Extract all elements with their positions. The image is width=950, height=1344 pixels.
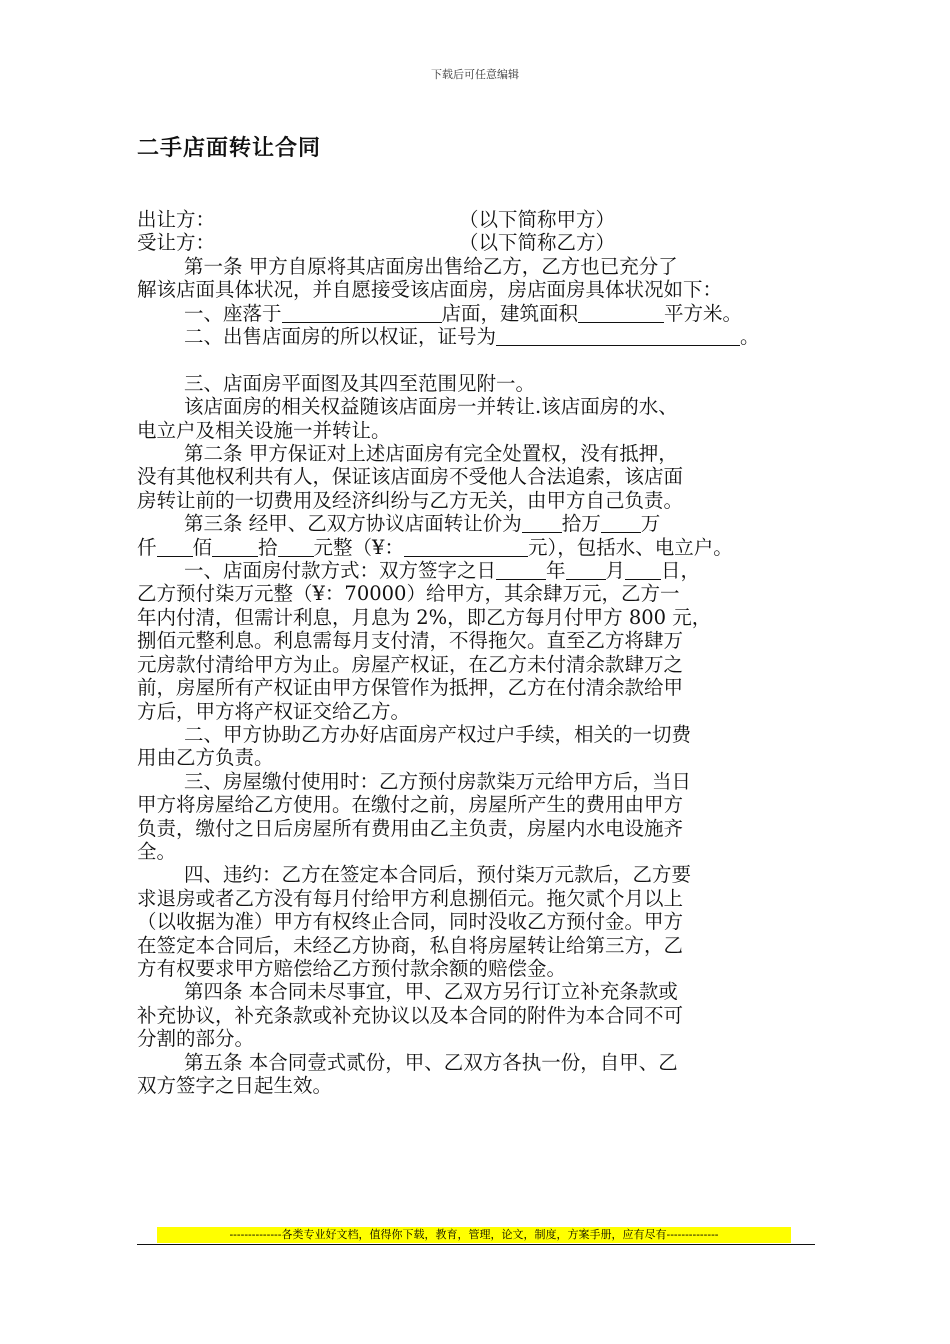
document-title: 二手店面转让合同	[137, 136, 322, 161]
clause-4-line-1: 第四条 本合同未尽事宜，甲、乙双方另行订立补充条款或	[184, 980, 678, 1004]
header-note: 下载后可任意编辑	[431, 68, 519, 81]
price-unit-4: 佰	[192, 535, 213, 559]
buyer-note: （以下简称乙方）	[459, 231, 616, 255]
seller-note: （以下简称甲方）	[459, 208, 616, 231]
month-label: 月	[605, 559, 626, 583]
month-blank	[566, 560, 606, 580]
clause-3-item-1-line-1	[137, 559, 815, 582]
clause-5-line-1: 第五条 本合同壹式贰份，甲、乙双方各执一份，自甲、乙	[184, 1050, 678, 1074]
location-blank	[282, 303, 442, 323]
clause-3-item-1-line-6: 前，房屋所有产权证由甲方保管作为抵押，乙方在付清余款给甲	[137, 676, 684, 700]
clause-1-para-line-1: 该店面房的相关权益随该店面房一并转让.该店面房的水、	[184, 395, 678, 419]
clause-3-item-1-line-5: 元房款付清给甲方为止。房屋产权证，在乙方未付清余款肆万之	[137, 652, 684, 676]
clause-3-item-3-line-2: 甲方将房屋给乙方使用。在缴付之前，房屋所产生的费用由甲方	[137, 793, 684, 817]
clause-1-item-3: 三、店面房平面图及其四至范围见附一。	[184, 371, 536, 395]
clause-1-para-line-2: 电立户及相关设施一并转让。	[137, 418, 391, 442]
price-blank-4	[212, 537, 258, 557]
price-blank-1	[522, 513, 562, 533]
clause-2-line-3: 房转让前的一切费用及经济纠纷与乙方无关，由甲方自己负责。	[137, 488, 684, 512]
price-blank-2	[601, 513, 641, 533]
clause-3-item-2-line-1: 二、甲方协助乙方办好店面房产权过户手续，相关的一切费	[184, 722, 692, 746]
footer-divider	[137, 1244, 815, 1245]
clause-1-line-2: 解该店面具体状况，并自愿接受该店面房，房店面房具体状况如下：	[137, 278, 723, 302]
clause-2-line-1: 第二条 甲方保证对上述店面房有完全处置权，没有抵押，	[184, 442, 678, 466]
clause-3-item-4-line-5: 方有权要求甲方赔偿给乙方预付款余额的赔偿金。	[137, 956, 567, 980]
buyer-line	[137, 231, 815, 254]
certificate-end: 。	[740, 325, 760, 349]
clause-3-line-2	[137, 536, 815, 559]
buyer-label: 受让方：	[137, 231, 216, 255]
certificate-blank	[496, 326, 740, 346]
seller-label: 出让方：	[137, 208, 216, 231]
price-blank-3	[157, 537, 193, 557]
clause-3-item-4-line-3: （以收据为准）甲方有权终止合同，同时没收乙方预付金。甲方	[137, 910, 684, 934]
day-label: 日，	[661, 559, 701, 583]
clause-3-item-3-line-4: 全。	[137, 839, 177, 863]
clause-3-item-1-line-4: 捌佰元整利息。利息需每月支付清，不得拖欠。直至乙方将肆万	[137, 629, 684, 653]
price-unit-5: 拾	[258, 535, 278, 559]
day-blank	[625, 560, 661, 580]
price-blank-5	[278, 537, 314, 557]
clause-1-line-1: 第一条 甲方自原将其店面房出售给乙方，乙方也已充分了	[184, 254, 678, 278]
clause-3-item-1-line-2: 乙方预付柒万元整（¥：70000）给甲方，其余肆万元，乙方一	[137, 582, 680, 606]
location-label: 一、座落于	[184, 301, 282, 325]
area-label: 店面，建筑面积	[441, 301, 579, 325]
clause-2-line-2: 没有其他权利共有人，保证该店面房不受他人合法追索，该店面	[137, 465, 684, 489]
price-unit-2: 万	[640, 512, 661, 536]
price-amount-blank	[404, 537, 528, 557]
spacer	[137, 348, 815, 371]
clause-3-item-4-line-1: 四、违约：乙方在签定本合同后，预付柒万元款后，乙方要	[184, 863, 692, 887]
price-unit-1: 拾万	[561, 512, 601, 536]
seller-line	[137, 208, 815, 231]
clause-4-line-3: 分割的部分。	[137, 1027, 255, 1051]
price-amount-label: 元整（¥：	[313, 535, 404, 559]
year-label: 年	[546, 559, 566, 583]
area-unit: 平方米。	[664, 301, 743, 325]
clause-1-item-2	[137, 325, 815, 348]
clause-3-item-1-line-3: 年内付清，但需计利息，月息为 2%，即乙方每月付甲方 800 元，	[137, 605, 712, 629]
clause-3-item-4-line-4: 在签定本合同后，未经乙方协商，私自将房屋转让给第三方，乙	[137, 933, 684, 957]
footer-banner: --------------各类专业好文档，值得你下载，教育，管理，论文，制度，方案手册，应有尽有--------------	[157, 1227, 791, 1243]
area-blank	[578, 303, 664, 323]
clause-3-item-3-line-3: 负责，缴付之日后房屋所有费用由乙主负责，房屋内水电设施齐	[137, 816, 684, 840]
clause-3-item-2-line-2: 用由乙方负责。	[137, 746, 274, 770]
clause-3-item-1-line-7: 方后，甲方将产权证交给乙方。	[137, 699, 411, 723]
clause-3-item-3-line-1: 三、房屋缴付使用时：乙方预付房款柒万元给甲方后，当日	[184, 769, 692, 793]
contract-body	[137, 208, 815, 1097]
year-blank	[496, 560, 546, 580]
clause-3-item-4-line-2: 求退房或者乙方没有每月付给甲方利息捌佰元。拖欠贰个月以上	[137, 886, 684, 910]
payment-label: 一、店面房付款方式：双方签字之日	[184, 559, 497, 583]
certificate-label: 二、出售店面房的所以权证，证号为	[184, 325, 497, 349]
price-unit-3: 仟	[137, 535, 157, 559]
clause-5-line-2: 双方签字之日起生效。	[137, 1074, 333, 1098]
price-amount-end: 元），包括水、电立户。	[527, 535, 733, 559]
clause-4-line-2: 补充协议，补充条款或补充协议以及本合同的附件为本合同不可	[137, 1003, 684, 1027]
clause-3-line-1	[137, 512, 815, 535]
clause-1-item-1	[137, 302, 815, 325]
price-label: 第三条 经甲、乙双方协议店面转让价为	[184, 512, 522, 536]
